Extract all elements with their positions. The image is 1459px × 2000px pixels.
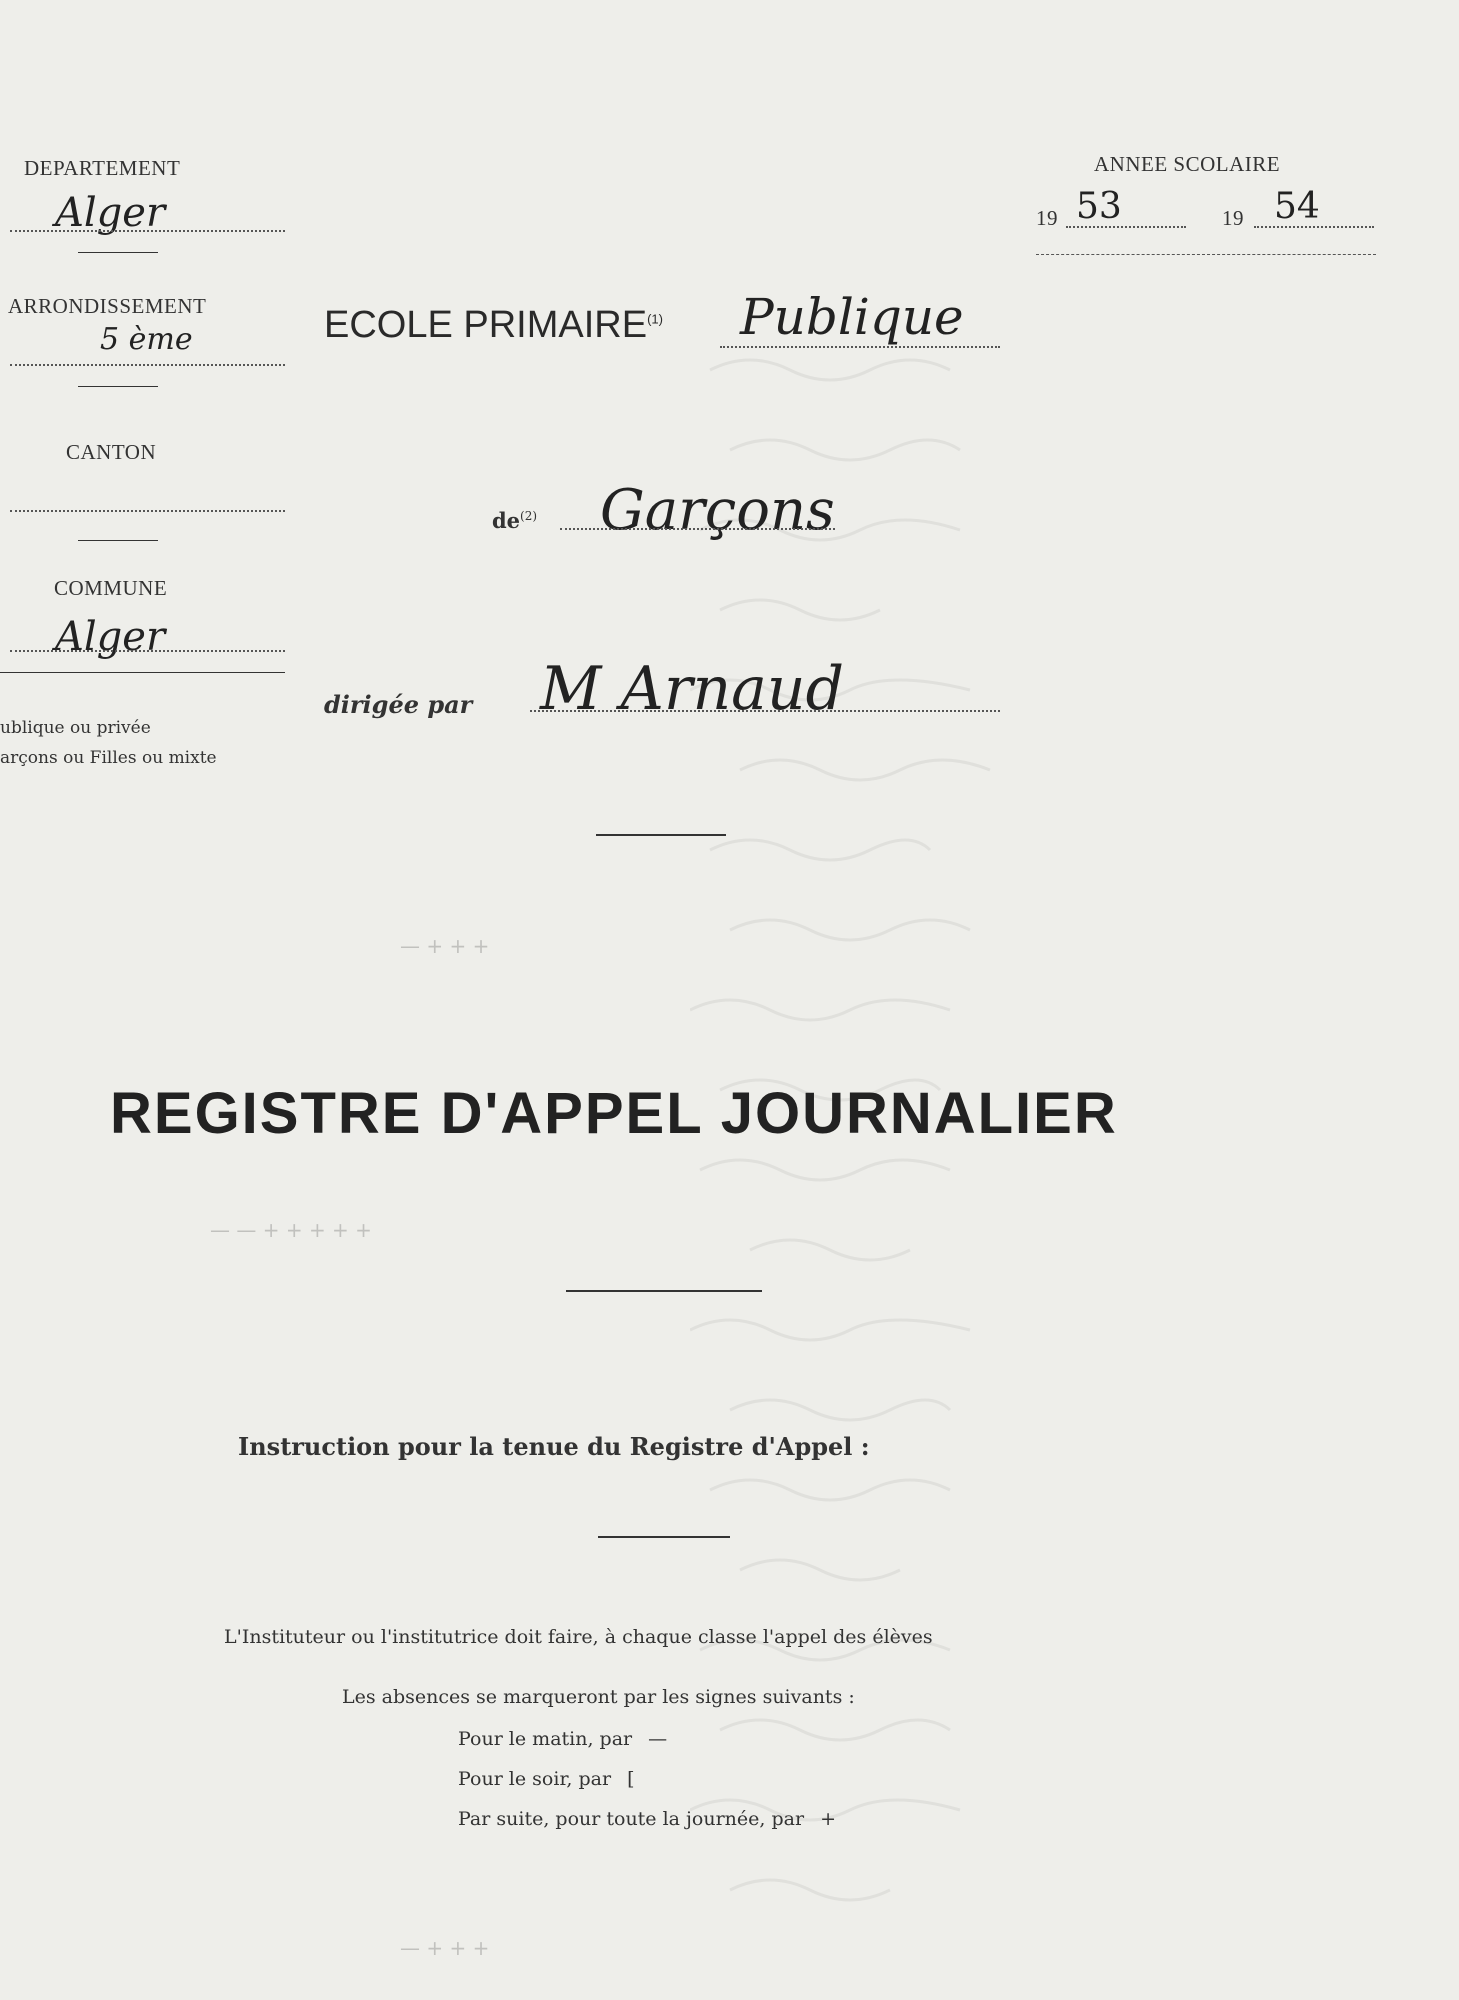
separator-3 bbox=[598, 1536, 730, 1538]
arrondissement-dotted-line bbox=[10, 364, 285, 366]
de-text: de bbox=[492, 508, 521, 533]
year-prefix-start: 19 bbox=[1036, 206, 1058, 230]
sign-journee-label: Par suite, pour toute la journée, par bbox=[458, 1808, 805, 1830]
register-title: REGISTRE D'APPEL JOURNALIER bbox=[110, 1081, 1118, 1146]
footnote-marker-2: (2) bbox=[520, 509, 538, 523]
footnote-marker-1: (1) bbox=[647, 311, 663, 327]
departement-dotted-line bbox=[10, 230, 285, 232]
separator-2 bbox=[566, 1290, 762, 1292]
departement-divider bbox=[78, 252, 158, 253]
year-end-dotted-line bbox=[1254, 226, 1374, 228]
instruction-line-1: L'Instituteur ou l'institutrice doit faire, à chaque classe l'appel des élèves bbox=[224, 1626, 933, 1648]
instruction-line-2: Les absences se marqueront par les signes suivants : bbox=[342, 1686, 855, 1708]
de-label bbox=[492, 508, 537, 533]
departement-value: Alger bbox=[55, 190, 166, 236]
arrondissement-divider bbox=[78, 386, 158, 387]
sign-matin-label: Pour le matin, par bbox=[458, 1728, 633, 1750]
footnote-2: arçons ou Filles ou mixte bbox=[0, 748, 217, 768]
year-underline bbox=[1036, 254, 1376, 255]
canton-label: CANTON bbox=[66, 440, 157, 464]
commune-dotted-line bbox=[10, 650, 285, 652]
ecole-primaire-text: ECOLE PRIMAIRE bbox=[324, 304, 648, 346]
ecole-dotted-line bbox=[720, 346, 1000, 348]
sign-matin-symbol: — bbox=[648, 1728, 668, 1750]
sign-soir bbox=[458, 1768, 635, 1790]
arrondissement-label: ARRONDISSEMENT bbox=[8, 294, 207, 318]
separator-1 bbox=[596, 834, 726, 836]
year-start-dotted-line bbox=[1066, 226, 1186, 228]
footnote-1: ublique ou privée bbox=[0, 718, 151, 738]
sign-soir-symbol: [ bbox=[627, 1768, 635, 1790]
instruction-heading: Instruction pour la tenue du Registre d'Appel : bbox=[238, 1432, 870, 1461]
annee-scolaire-label: ANNEE SCOLAIRE bbox=[1094, 152, 1281, 176]
faint-marks-2: — — + + + + + bbox=[210, 1218, 372, 1242]
arrondissement-value: 5 ème bbox=[100, 322, 193, 357]
canton-divider bbox=[78, 540, 158, 541]
bleed-through-strokes bbox=[690, 340, 1150, 1960]
dirigee-par-label: dirigée par bbox=[324, 690, 473, 719]
de-value: Garçons bbox=[600, 478, 835, 543]
bleed-through-texture bbox=[690, 340, 1150, 1960]
commune-label: COMMUNE bbox=[54, 576, 168, 600]
sign-journee-symbol: + bbox=[820, 1808, 837, 1830]
sign-matin bbox=[458, 1728, 667, 1750]
departement-label: DEPARTEMENT bbox=[24, 156, 181, 180]
canton-dotted-line bbox=[10, 510, 285, 512]
commune-divider bbox=[0, 672, 285, 673]
year-end-value: 54 bbox=[1274, 186, 1320, 227]
year-prefix-end: 19 bbox=[1222, 206, 1244, 230]
faint-marks-1: — + + + bbox=[400, 934, 490, 958]
commune-value: Alger bbox=[55, 614, 166, 660]
sign-soir-label: Pour le soir, par bbox=[458, 1768, 612, 1790]
de-dotted-line bbox=[560, 528, 835, 530]
ecole-type-value: Publique bbox=[740, 288, 964, 346]
ecole-primaire-label bbox=[324, 304, 663, 347]
sign-journee bbox=[458, 1808, 836, 1830]
dirigee-dotted-line bbox=[530, 710, 1000, 712]
dirigee-par-value: M Arnaud bbox=[540, 654, 844, 724]
year-start-value: 53 bbox=[1076, 186, 1122, 227]
faint-marks-3: — + + + bbox=[400, 1936, 490, 1960]
